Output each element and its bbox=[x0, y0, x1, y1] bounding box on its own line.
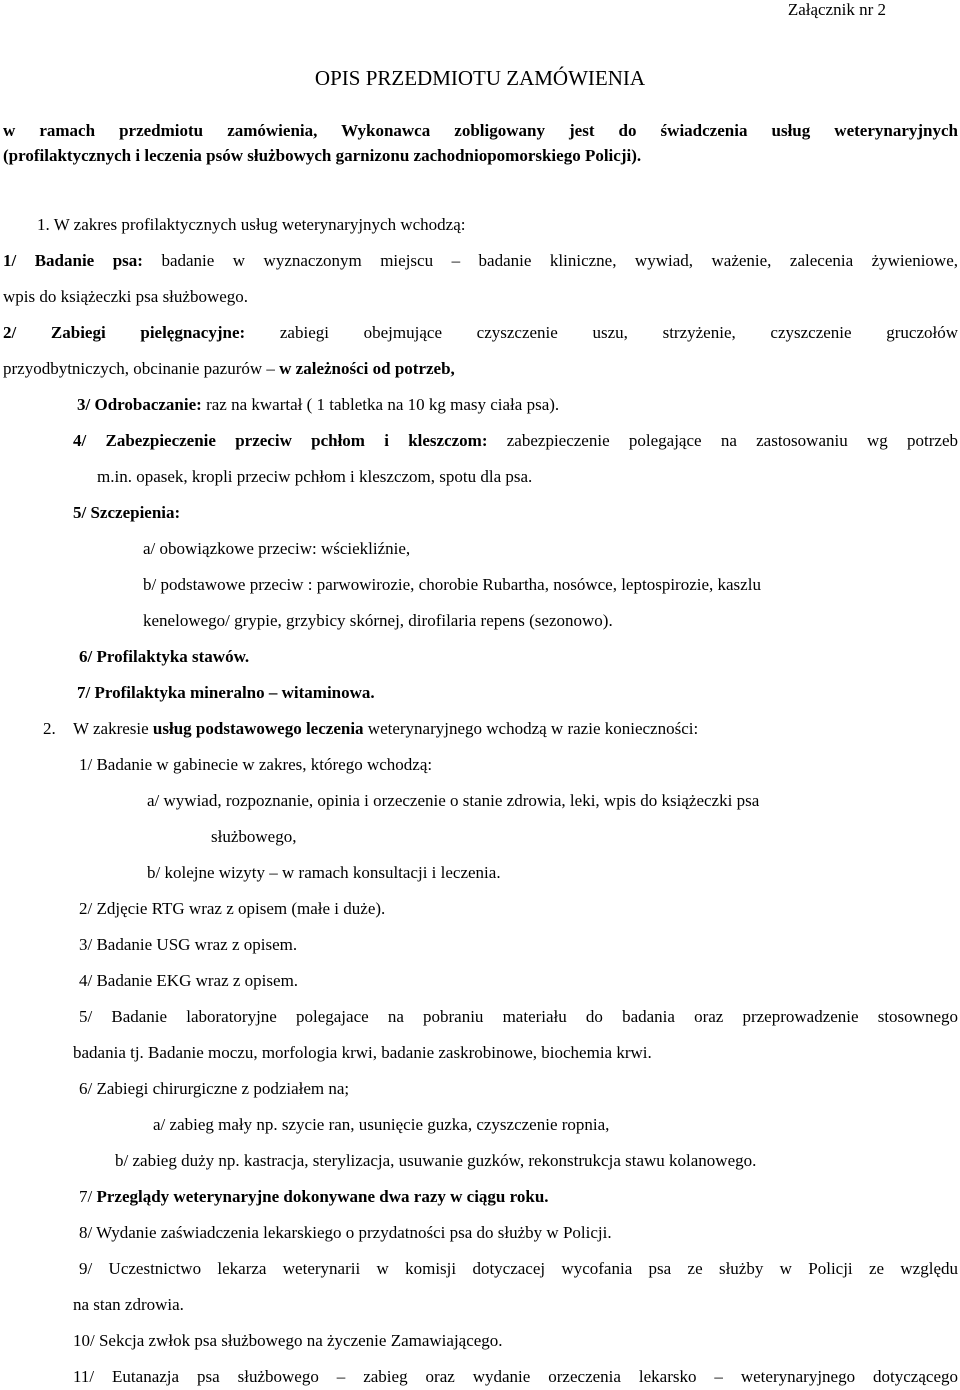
s2-item-1: 1/ Badanie w gabinecie w zakres, którego wchodzą: bbox=[79, 755, 433, 774]
s2-heading-post: weterynaryjnego wchodzą w razie konieczności: bbox=[367, 719, 699, 738]
s1-item-1-cont: wpis do książeczki psa służbowego. bbox=[3, 287, 249, 306]
s1-item-5b-cont: kenelowego/ grypie, grzybicy skórnej, dirofilaria repens (sezonowo). bbox=[143, 611, 613, 630]
s1-item-2-cont-text: przyodbytniczych, obcinanie pazurów – bbox=[3, 359, 275, 378]
s2-item-5-cont: badania tj. Badanie moczu, morfologia krwi, badanie zaskrobinowe, biochemia krwi. bbox=[73, 1043, 652, 1062]
s2-item-5: 5/ Badanie laboratoryjne polegajace na pobraniu materiału do badania oraz przeprowadzenie stosownego bbox=[79, 1007, 958, 1026]
s2-heading-bold: usług podstawowego leczenia bbox=[152, 719, 364, 738]
intro-text-2: (profilaktycznych i leczenia psów służbowych garnizonu zachodniopomorskiego Policji). bbox=[3, 146, 642, 165]
s2-item-6a: a/ zabieg mały np. szycie ran, usunięcie guzka, czyszczenie ropnia, bbox=[153, 1115, 610, 1134]
s2-item-6: 6/ Zabiegi chirurgiczne z podziałem na; bbox=[79, 1079, 350, 1098]
s2-item-7-bold: Przeglądy weterynaryjne dokonywane dwa razy w ciągu roku. bbox=[96, 1187, 549, 1206]
s2-item-1b: b/ kolejne wizyty – w ramach konsultacji i leczenia. bbox=[147, 863, 501, 882]
s1-item-3-label: 3/ Odrobaczanie: bbox=[77, 395, 202, 414]
s1-item-1-text: badanie w wyznaczonym miejscu – badanie kliniczne, wywiad, ważenie, zalecenia żywieniowe, bbox=[161, 251, 958, 270]
s1-item-6-label: 6/ Profilaktyka stawów. bbox=[79, 647, 250, 666]
s1-item-5a: a/ obowiązkowe przeciw: wściekliźnie, bbox=[143, 539, 411, 558]
s2-item-2: 2/ Zdjęcie RTG wraz z opisem (małe i duże). bbox=[79, 899, 386, 918]
section-2-heading bbox=[73, 719, 698, 739]
s1-item-4-label: 4/ Zabezpieczenie przeciw pchłom i kleszczom: bbox=[73, 431, 488, 450]
s1-item-2-cont-bold: w zależności od potrzeb, bbox=[279, 359, 455, 378]
s1-item-2 bbox=[3, 323, 958, 343]
s1-item-4-cont: m.in. opasek, kropli przeciw pchłom i kleszczom, spotu dla psa. bbox=[97, 467, 533, 486]
s2-item-1a-cont: służbowego, bbox=[211, 827, 297, 846]
section-1-heading: 1. W zakres profilaktycznych usług weterynaryjnych wchodzą: bbox=[37, 215, 466, 234]
annex-label: Załącznik nr 2 bbox=[787, 0, 886, 19]
s1-item-2-cont bbox=[3, 359, 455, 379]
s2-item-1a: a/ wywiad, rozpoznanie, opinia i orzeczenie o stanie zdrowia, leki, wpis do książeczki psa bbox=[147, 791, 760, 810]
section-2-number: 2. bbox=[43, 719, 56, 738]
s2-item-4: 4/ Badanie EKG wraz z opisem. bbox=[79, 971, 299, 990]
s1-item-5-label: 5/ Szczepienia: bbox=[73, 503, 181, 522]
intro-text-1: w ramach przedmiotu zamówienia, Wykonawca zobligowany jest do świadczenia usług weterynaryjnych bbox=[3, 121, 958, 140]
s1-item-2-text: zabiegi obejmujące czyszczenie uszu, strzyżenie, czyszczenie gruczołów bbox=[279, 323, 959, 342]
s1-item-7 bbox=[77, 683, 375, 703]
s1-item-1-label: 1/ Badanie psa: bbox=[3, 251, 143, 270]
intro-line-2 bbox=[3, 146, 641, 166]
s1-item-5 bbox=[73, 503, 180, 523]
s2-heading-pre: W zakresie bbox=[73, 719, 149, 738]
s2-item-9-cont: na stan zdrowia. bbox=[73, 1295, 184, 1314]
s2-item-3: 3/ Badanie USG wraz z opisem. bbox=[79, 935, 298, 954]
s2-item-10: 10/ Sekcja zwłok psa służbowego na życzenie Zamawiającego. bbox=[73, 1331, 503, 1350]
s2-item-7 bbox=[79, 1187, 549, 1207]
s1-item-1 bbox=[3, 251, 958, 271]
s1-item-3 bbox=[77, 395, 559, 415]
s2-item-8: 8/ Wydanie zaświadczenia lekarskiego o przydatności psa do służby w Policji. bbox=[79, 1223, 612, 1242]
s1-item-3-text: raz na kwartał ( 1 tabletka na 10 kg masy ciała psa). bbox=[206, 395, 560, 414]
intro-line-1 bbox=[3, 121, 958, 141]
s1-item-4 bbox=[73, 431, 958, 451]
s1-item-6 bbox=[79, 647, 249, 667]
s2-item-7-num: 7/ bbox=[79, 1187, 93, 1206]
s2-item-9: 9/ Uczestnictwo lekarza weterynarii w komisji dotyczacej wycofania psa ze służby w Policji ze względu bbox=[79, 1259, 958, 1278]
s1-item-7-label: 7/ Profilaktyka mineralno – witaminowa. bbox=[77, 683, 375, 702]
s2-item-6b: b/ zabieg duży np. kastracja, sterylizacja, usuwanie guzków, rekonstrukcja stawu kolanowego. bbox=[115, 1151, 757, 1170]
s2-item-11: 11/ Eutanazja psa służbowego – zabieg oraz wydanie orzeczenia lekarsko – weterynaryjnego dotyczącego bbox=[73, 1367, 958, 1386]
s1-item-5b: b/ podstawowe przeciw : parwowirozie, chorobie Rubartha, nosówce, leptospirozie, kaszlu bbox=[143, 575, 761, 594]
s1-item-2-label: 2/ Zabiegi pielęgnacyjne: bbox=[3, 323, 246, 342]
page-title: OPIS PRZEDMIOTU ZAMÓWIENIA bbox=[314, 66, 646, 90]
s1-item-4-text: zabezpieczenie polegające na zastosowaniu wg potrzeb bbox=[506, 431, 958, 450]
